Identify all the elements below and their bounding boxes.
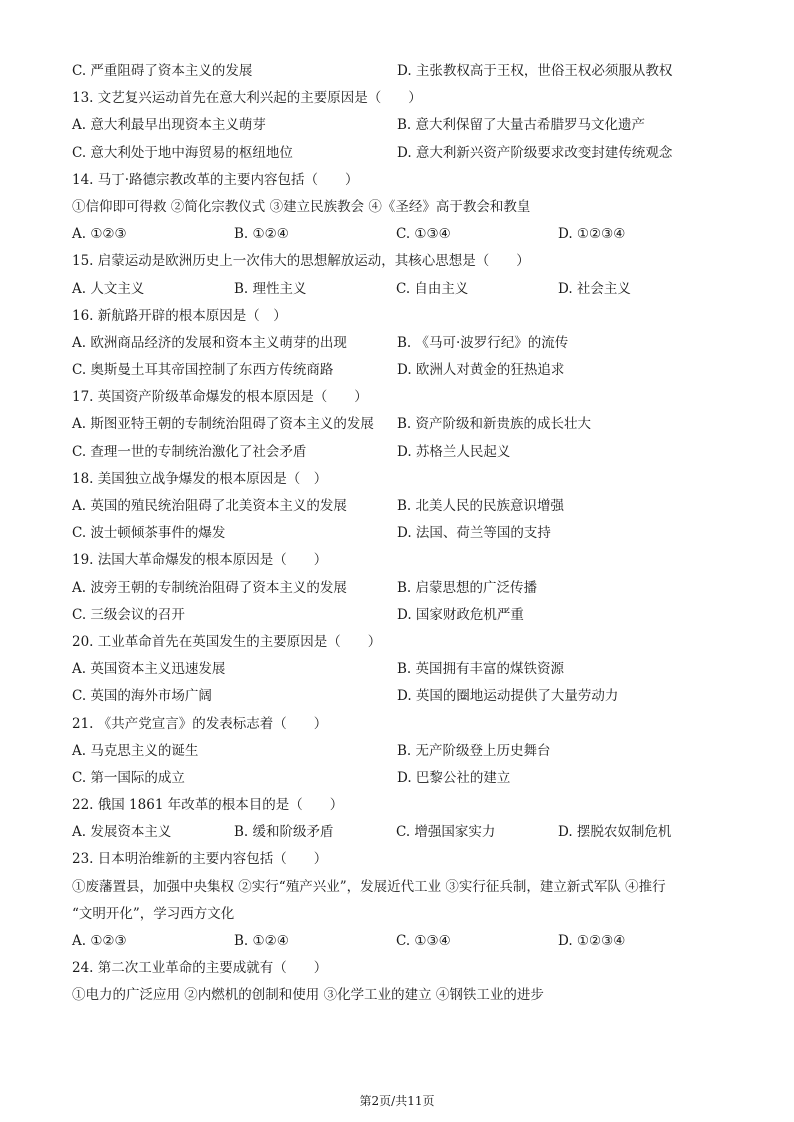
answer-option: B. ①②④ bbox=[234, 226, 289, 243]
options-row-2 bbox=[72, 140, 722, 167]
options-row-2 bbox=[72, 58, 722, 85]
options-row-2 bbox=[72, 738, 722, 765]
question-line: 18. 美国独立战争爆发的根本原因是（ ） bbox=[72, 470, 328, 487]
question-line: 13. 文艺复兴运动首先在意大利兴起的主要原因是（ ） bbox=[72, 90, 422, 107]
answer-option: A. 斯图亚特王朝的专制统治阻碍了资本主义的发展 bbox=[72, 416, 374, 433]
answer-option: D. ①②③④ bbox=[558, 933, 626, 949]
answer-option: B. 《马可·波罗行纪》的流传 bbox=[397, 334, 569, 351]
question-line: 16. 新航路开辟的根本原因是（ ） bbox=[72, 307, 287, 324]
options-row-2 bbox=[72, 656, 722, 683]
options-row-4 bbox=[72, 276, 722, 303]
page-content bbox=[72, 58, 722, 1010]
question-line: 17. 英国资产阶级革命爆发的根本原因是（ ） bbox=[72, 389, 368, 406]
answer-option: D. 主张教权高于王权，世俗王权必须服从教权 bbox=[397, 63, 673, 79]
answer-option: B. 无产阶级登上历史舞台 bbox=[397, 742, 551, 759]
options-row-4 bbox=[72, 221, 722, 248]
options-row-2 bbox=[72, 493, 722, 520]
options-row-2 bbox=[72, 330, 722, 357]
question-line: 20. 工业革命首先在英国发生的主要原因是（ ） bbox=[72, 633, 382, 650]
answer-option: A. 发展资本主义 bbox=[72, 824, 172, 841]
options-row-2 bbox=[72, 683, 722, 710]
answer-option: B. 北美人民的民族意识增强 bbox=[397, 498, 565, 514]
answer-option: A. 马克思主义的诞生 bbox=[72, 742, 199, 759]
answer-option: A. 波旁王朝的专制统治阻碍了资本主义的发展 bbox=[72, 579, 347, 596]
question-line: 23. 日本明治维新的主要内容包括（ ） bbox=[72, 851, 328, 868]
options-row-2 bbox=[72, 439, 722, 466]
answer-option: A. 意大利最早出现资本主义萌芽 bbox=[72, 117, 266, 134]
answer-option: C. 三级会议的召开 bbox=[72, 606, 185, 623]
answer-option: C. 波士顿倾茶事件的爆发 bbox=[72, 525, 226, 542]
answer-option: A. 英国的殖民统治阻碍了北美资本主义的发展 bbox=[72, 498, 347, 514]
answer-option: D. 法国、荷兰等国的支持 bbox=[397, 525, 551, 542]
question-line: 22. 俄国 1861 年改革的根本目的是（ ） bbox=[72, 797, 344, 814]
answer-option: C. 自由主义 bbox=[396, 280, 469, 297]
answer-option: A. 欧洲商品经济的发展和资本主义萌芽的出现 bbox=[72, 334, 347, 351]
question-line: “文明开化”，学习西方文化 bbox=[72, 905, 235, 922]
answer-option: C. 增强国家实力 bbox=[396, 824, 496, 841]
answer-option: A. ①②③ bbox=[72, 933, 127, 949]
options-row-4 bbox=[72, 819, 722, 846]
answer-option: C. 奥斯曼土耳其帝国控制了东西方传统商路 bbox=[72, 362, 334, 379]
answer-option: C. ①③④ bbox=[396, 933, 451, 949]
options-row-2 bbox=[72, 602, 722, 629]
answer-option: C. 第一国际的成立 bbox=[72, 769, 185, 786]
answer-option: D. 巴黎公社的建立 bbox=[397, 769, 511, 786]
answer-option: C. 英国的海外市场广阔 bbox=[72, 688, 212, 705]
options-row-2 bbox=[72, 112, 722, 139]
question-line: 24. 第二次工业革命的主要成就有（ ） bbox=[72, 960, 328, 977]
question-line: ①电力的广泛应用 ②内燃机的创制和使用 ③化学工业的建立 ④钢铁工业的进步 bbox=[72, 987, 544, 1004]
question-line: 15. 启蒙运动是欧洲历史上一次伟大的思想解放运动，其核心思想是（ ） bbox=[72, 253, 530, 270]
answer-option: D. 社会主义 bbox=[558, 280, 631, 297]
answer-option: D. 国家财政危机严重 bbox=[397, 606, 524, 623]
answer-option: D. 欧洲人对黄金的狂热追求 bbox=[397, 362, 565, 379]
page-footer: 第2页/共11页 bbox=[359, 1094, 435, 1108]
question-line: 19. 法国大革命爆发的根本原因是（ ） bbox=[72, 552, 328, 569]
answer-option: D. 苏格兰人民起义 bbox=[397, 443, 511, 460]
options-row-2 bbox=[72, 411, 722, 438]
options-row-2 bbox=[72, 520, 722, 547]
question-line: ①废藩置县，加强中央集权 ②实行“殖产兴业”，发展近代工业 ③实行征兵制，建立新式军队 ④推行 bbox=[72, 878, 666, 895]
answer-option: D. 摆脱农奴制危机 bbox=[558, 824, 672, 841]
answer-option: D. 意大利新兴资产阶级要求改变封建传统观念 bbox=[397, 144, 673, 161]
answer-option: B. 理性主义 bbox=[234, 280, 307, 297]
answer-option: B. 意大利保留了大量古希腊罗马文化遗产 bbox=[397, 117, 646, 134]
question-line: 21. 《共产党宣言》的发表标志着（ ） bbox=[72, 715, 328, 732]
answer-option: B. 启蒙思想的广泛传播 bbox=[397, 579, 538, 596]
answer-option: A. 人文主义 bbox=[72, 280, 145, 297]
answer-option: C. ①③④ bbox=[396, 226, 451, 243]
answer-option: B. 缓和阶级矛盾 bbox=[234, 824, 334, 841]
answer-option: D. 英国的圈地运动提供了大量劳动力 bbox=[397, 688, 619, 705]
options-row-2 bbox=[72, 357, 722, 384]
question-line: ①信仰即可得救 ②简化宗教仪式 ③建立民族教会 ④《圣经》高于教会和教皇 bbox=[72, 198, 531, 215]
options-row-2 bbox=[72, 765, 722, 792]
options-row-2 bbox=[72, 575, 722, 602]
answer-option: B. 英国拥有丰富的煤铁资源 bbox=[397, 661, 565, 678]
answer-option: A. ①②③ bbox=[72, 226, 127, 243]
answer-option: C. 意大利处于地中海贸易的枢纽地位 bbox=[72, 144, 293, 161]
answer-option: C. 严重阻碍了资本主义的发展 bbox=[72, 63, 253, 79]
answer-option: A. 英国资本主义迅速发展 bbox=[72, 661, 226, 678]
answer-option: C. 查理一世的专制统治激化了社会矛盾 bbox=[72, 443, 307, 460]
options-row-4 bbox=[72, 928, 722, 955]
question-line: 14. 马丁·路德宗教改革的主要内容包括（ ） bbox=[72, 171, 359, 188]
answer-option: B. ①②④ bbox=[234, 933, 289, 949]
answer-option: D. ①②③④ bbox=[558, 226, 626, 243]
answer-option: B. 资产阶级和新贵族的成长壮大 bbox=[397, 416, 592, 433]
